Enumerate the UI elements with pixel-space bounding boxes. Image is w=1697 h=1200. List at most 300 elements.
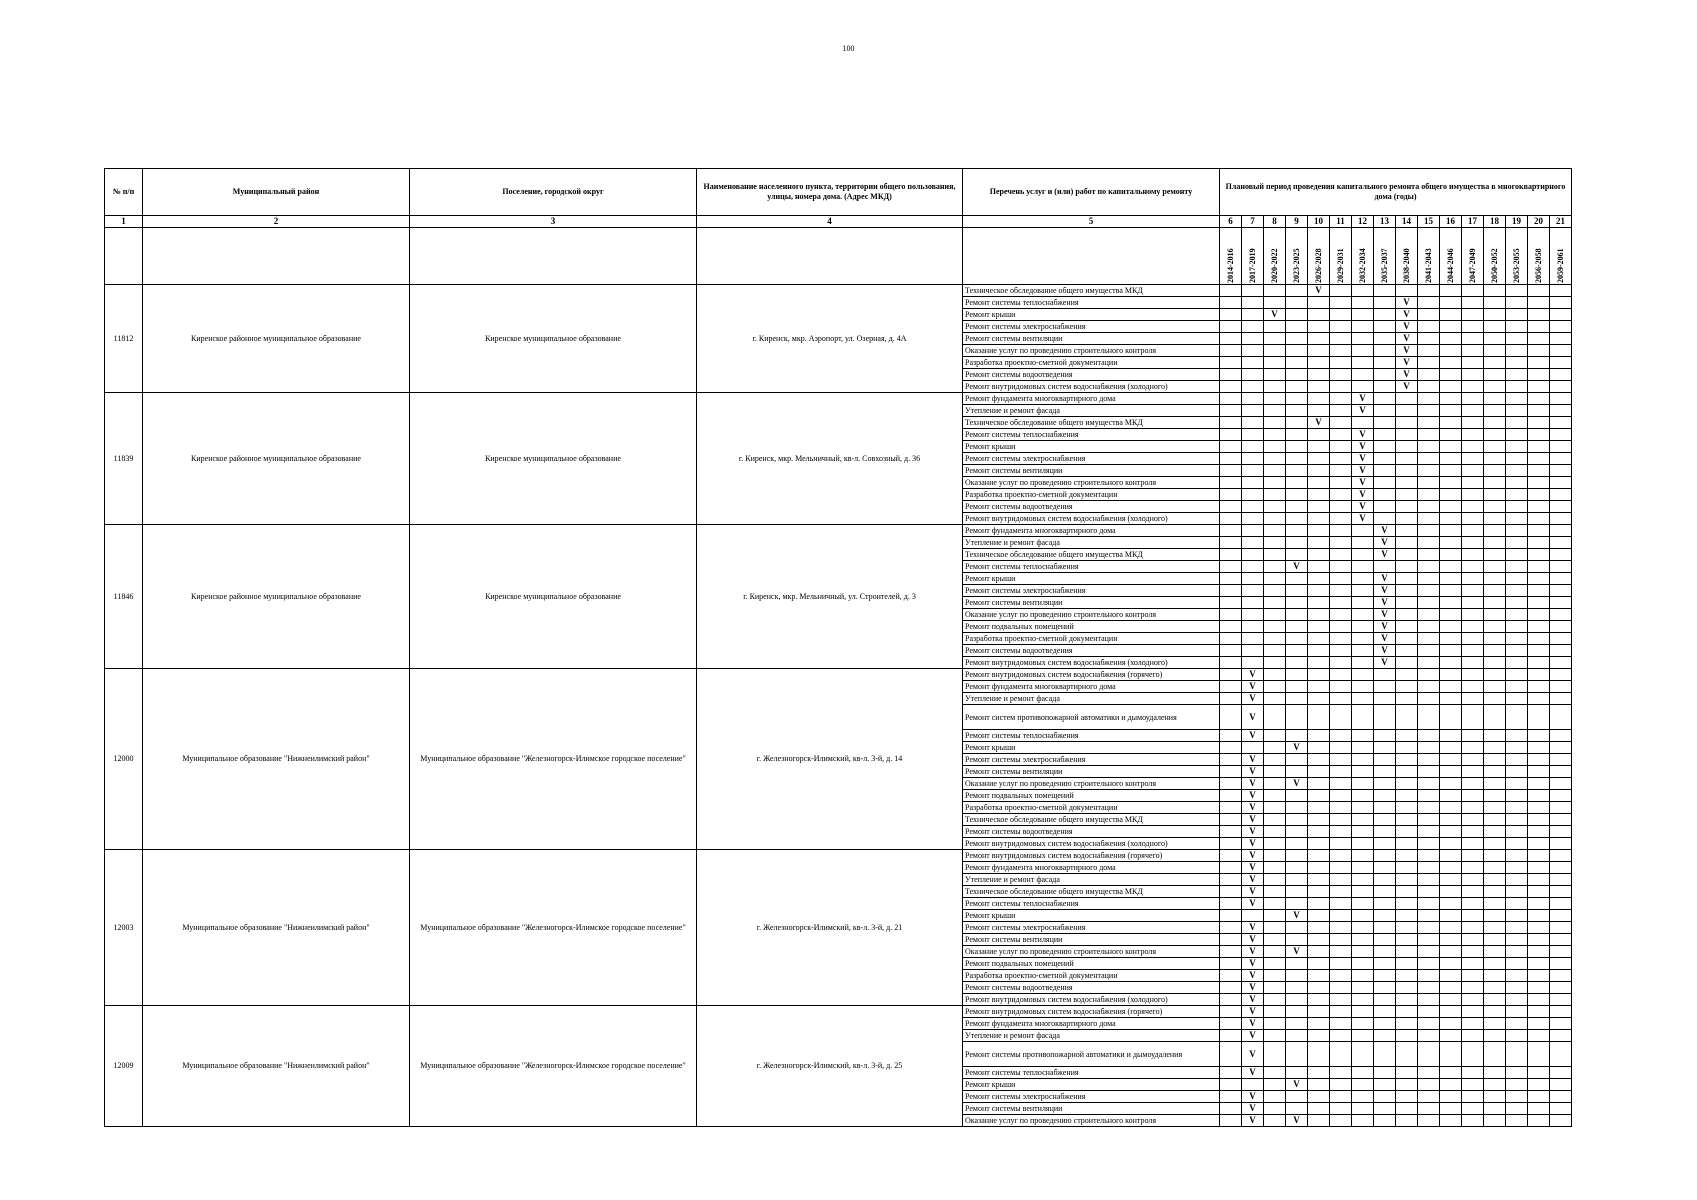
year-empty <box>1330 657 1352 669</box>
year-empty <box>1418 814 1440 826</box>
year-empty <box>1396 850 1418 862</box>
year-empty <box>1286 802 1308 814</box>
year-empty <box>1374 441 1396 453</box>
year-empty <box>1264 657 1286 669</box>
year-cell <box>1264 228 1286 285</box>
year-empty <box>1396 657 1418 669</box>
year-empty <box>1396 730 1418 742</box>
work-item: Разработка проектно-сметной документации <box>963 802 1220 814</box>
year-empty <box>1220 850 1242 862</box>
work-item: Оказание услуг по проведению строительного контроля <box>963 778 1220 790</box>
year-empty <box>1220 1042 1242 1067</box>
year-empty <box>1528 357 1550 369</box>
years-blank-1 <box>105 228 143 285</box>
year-empty <box>1506 609 1528 621</box>
year-empty <box>1308 1103 1330 1115</box>
year-empty <box>1286 705 1308 730</box>
year-empty <box>1440 369 1462 381</box>
year-cell <box>1220 228 1242 285</box>
year-empty <box>1374 489 1396 501</box>
year-empty <box>1264 826 1286 838</box>
year-empty <box>1506 1018 1528 1030</box>
year-empty <box>1418 958 1440 970</box>
year-empty <box>1286 790 1308 802</box>
year-empty <box>1396 585 1418 597</box>
year-empty <box>1286 477 1308 489</box>
year-empty <box>1440 393 1462 405</box>
year-empty <box>1418 910 1440 922</box>
year-empty <box>1242 477 1264 489</box>
year-empty <box>1506 946 1528 958</box>
year-empty <box>1462 1067 1484 1079</box>
year-empty <box>1330 862 1352 874</box>
year-empty <box>1330 898 1352 910</box>
year-empty <box>1484 525 1506 537</box>
year-empty <box>1242 910 1264 922</box>
year-empty <box>1440 910 1462 922</box>
work-item: Ремонт внутридомовых систем водоснабжения (холодного) <box>963 994 1220 1006</box>
year-empty <box>1220 441 1242 453</box>
year-empty <box>1374 465 1396 477</box>
year-empty <box>1418 778 1440 790</box>
year-empty <box>1440 561 1462 573</box>
year-empty <box>1418 982 1440 994</box>
year-empty <box>1462 802 1484 814</box>
year-empty <box>1264 1018 1286 1030</box>
year-empty <box>1286 453 1308 465</box>
year-empty <box>1330 633 1352 645</box>
year-empty <box>1528 489 1550 501</box>
year-empty <box>1352 297 1374 309</box>
year-empty <box>1506 309 1528 321</box>
year-empty <box>1418 561 1440 573</box>
year-empty <box>1396 1079 1418 1091</box>
year-empty <box>1264 946 1286 958</box>
years-blank-3 <box>410 228 697 285</box>
year-empty <box>1242 405 1264 417</box>
year-empty <box>1220 958 1242 970</box>
year-empty <box>1440 826 1462 838</box>
year-empty <box>1484 778 1506 790</box>
year-empty <box>1374 429 1396 441</box>
year-empty <box>1396 1006 1418 1018</box>
year-empty <box>1440 489 1462 501</box>
year-empty <box>1352 1079 1374 1091</box>
year-empty <box>1418 645 1440 657</box>
year-mark: V <box>1242 693 1264 705</box>
year-empty <box>1374 1042 1396 1067</box>
year-empty <box>1220 898 1242 910</box>
column-number-row <box>105 216 1572 228</box>
year-empty <box>1506 525 1528 537</box>
year-empty <box>1418 838 1440 850</box>
year-empty <box>1484 898 1506 910</box>
year-empty <box>1286 1006 1308 1018</box>
year-empty <box>1418 1079 1440 1091</box>
year-empty <box>1418 597 1440 609</box>
year-empty <box>1550 970 1572 982</box>
year-empty <box>1374 862 1396 874</box>
year-empty <box>1374 561 1396 573</box>
year-empty <box>1308 705 1330 730</box>
year-empty <box>1308 814 1330 826</box>
year-empty <box>1418 345 1440 357</box>
year-empty <box>1264 1079 1286 1091</box>
year-empty <box>1484 766 1506 778</box>
year-empty <box>1462 1042 1484 1067</box>
year-empty <box>1484 693 1506 705</box>
year-empty <box>1330 1103 1352 1115</box>
year-empty <box>1550 477 1572 489</box>
year-empty <box>1528 1018 1550 1030</box>
year-empty <box>1374 381 1396 393</box>
year-empty <box>1264 874 1286 886</box>
year-empty <box>1330 465 1352 477</box>
year-empty <box>1418 766 1440 778</box>
work-item: Разработка проектно-сметной документации <box>963 489 1220 501</box>
year-empty <box>1374 333 1396 345</box>
year-empty <box>1352 862 1374 874</box>
year-empty <box>1264 369 1286 381</box>
year-empty <box>1352 321 1374 333</box>
year-empty <box>1528 838 1550 850</box>
year-empty <box>1506 345 1528 357</box>
year-empty <box>1396 465 1418 477</box>
year-empty <box>1506 573 1528 585</box>
year-empty <box>1462 1103 1484 1115</box>
year-empty <box>1220 513 1242 525</box>
year-empty <box>1418 790 1440 802</box>
year-empty <box>1374 970 1396 982</box>
year-empty <box>1220 681 1242 693</box>
year-cell <box>1242 228 1264 285</box>
year-empty <box>1528 573 1550 585</box>
year-empty <box>1374 369 1396 381</box>
column-number: 16 <box>1440 216 1462 228</box>
year-empty <box>1462 705 1484 730</box>
year-empty <box>1440 333 1462 345</box>
year-empty <box>1286 922 1308 934</box>
year-empty <box>1264 982 1286 994</box>
year-empty <box>1418 994 1440 1006</box>
column-number: 15 <box>1418 216 1440 228</box>
year-empty <box>1484 730 1506 742</box>
year-empty <box>1330 946 1352 958</box>
year-empty <box>1220 621 1242 633</box>
year-empty <box>1330 405 1352 417</box>
header-num: № п/п <box>105 169 143 216</box>
year-empty <box>1484 790 1506 802</box>
year-empty <box>1242 393 1264 405</box>
year-empty <box>1220 417 1242 429</box>
year-empty <box>1528 742 1550 754</box>
work-item: Разработка проектно-сметной документации <box>963 357 1220 369</box>
year-label: 2050-2052 <box>1489 248 1499 283</box>
year-empty <box>1506 633 1528 645</box>
year-empty <box>1484 970 1506 982</box>
year-empty <box>1528 970 1550 982</box>
year-empty <box>1330 790 1352 802</box>
column-number: 4 <box>697 216 963 228</box>
year-empty <box>1374 910 1396 922</box>
year-empty <box>1418 489 1440 501</box>
year-empty <box>1550 309 1572 321</box>
year-empty <box>1396 958 1418 970</box>
year-empty <box>1418 441 1440 453</box>
year-empty <box>1286 754 1308 766</box>
year-empty <box>1506 730 1528 742</box>
year-empty <box>1286 525 1308 537</box>
year-empty <box>1264 681 1286 693</box>
year-empty <box>1220 297 1242 309</box>
year-empty <box>1264 778 1286 790</box>
year-empty <box>1550 946 1572 958</box>
year-empty <box>1330 778 1352 790</box>
year-empty <box>1242 285 1264 297</box>
year-empty <box>1484 333 1506 345</box>
year-empty <box>1550 790 1572 802</box>
year-empty <box>1330 381 1352 393</box>
year-empty <box>1220 405 1242 417</box>
year-empty <box>1286 934 1308 946</box>
year-empty <box>1374 946 1396 958</box>
year-empty <box>1506 705 1528 730</box>
year-empty <box>1396 633 1418 645</box>
year-empty <box>1550 285 1572 297</box>
year-mark: V <box>1242 669 1264 681</box>
year-empty <box>1506 681 1528 693</box>
year-empty <box>1462 549 1484 561</box>
year-empty <box>1374 1103 1396 1115</box>
work-item: Ремонт системы водоотведения <box>963 369 1220 381</box>
year-empty <box>1374 345 1396 357</box>
year-empty <box>1484 922 1506 934</box>
year-empty <box>1264 790 1286 802</box>
building-address: г. Железногорск-Илимский, кв-л. 3-й, д. 25 <box>697 1006 963 1127</box>
year-mark: V <box>1242 1115 1264 1127</box>
year-empty <box>1440 609 1462 621</box>
year-empty <box>1308 477 1330 489</box>
year-empty <box>1550 814 1572 826</box>
year-empty <box>1528 693 1550 705</box>
year-empty <box>1330 982 1352 994</box>
year-empty <box>1352 982 1374 994</box>
year-empty <box>1308 1006 1330 1018</box>
year-empty <box>1264 1091 1286 1103</box>
year-empty <box>1286 549 1308 561</box>
year-empty <box>1462 826 1484 838</box>
year-empty <box>1330 549 1352 561</box>
year-empty <box>1440 1006 1462 1018</box>
year-label: 2023-2025 <box>1291 248 1301 283</box>
year-empty <box>1220 357 1242 369</box>
year-empty <box>1396 1067 1418 1079</box>
year-empty <box>1418 742 1440 754</box>
year-empty <box>1264 693 1286 705</box>
year-empty <box>1528 886 1550 898</box>
year-empty <box>1528 609 1550 621</box>
year-cell <box>1374 228 1396 285</box>
year-empty <box>1462 982 1484 994</box>
year-empty <box>1264 838 1286 850</box>
year-mark: V <box>1374 597 1396 609</box>
settlement: Киренское муниципальное образование <box>410 285 697 393</box>
year-label: 2026-2028 <box>1313 248 1323 283</box>
column-number: 19 <box>1506 216 1528 228</box>
year-empty <box>1352 309 1374 321</box>
year-empty <box>1330 705 1352 730</box>
year-empty <box>1440 621 1462 633</box>
year-empty <box>1352 537 1374 549</box>
year-empty <box>1528 754 1550 766</box>
year-empty <box>1308 345 1330 357</box>
year-empty <box>1242 573 1264 585</box>
municipal-district: Киренское районное муниципальное образование <box>143 525 410 669</box>
year-empty <box>1330 1042 1352 1067</box>
year-empty <box>1308 645 1330 657</box>
year-empty <box>1528 501 1550 513</box>
year-empty <box>1440 1079 1462 1091</box>
year-empty <box>1352 742 1374 754</box>
year-cell <box>1462 228 1484 285</box>
year-empty <box>1506 429 1528 441</box>
year-mark: V <box>1286 742 1308 754</box>
work-item: Ремонт внутридомовых систем водоснабжения (холодного) <box>963 381 1220 393</box>
year-empty <box>1506 874 1528 886</box>
year-empty <box>1286 489 1308 501</box>
year-empty <box>1528 1030 1550 1042</box>
year-empty <box>1484 501 1506 513</box>
year-empty <box>1264 489 1286 501</box>
year-empty <box>1506 465 1528 477</box>
year-empty <box>1308 429 1330 441</box>
year-mark: V <box>1286 561 1308 573</box>
work-item: Ремонт крыши <box>963 742 1220 754</box>
year-empty <box>1462 585 1484 597</box>
year-empty <box>1264 1103 1286 1115</box>
work-item: Разработка проектно-сметной документации <box>963 633 1220 645</box>
year-empty <box>1286 393 1308 405</box>
year-empty <box>1286 405 1308 417</box>
year-empty <box>1308 309 1330 321</box>
year-empty <box>1528 946 1550 958</box>
year-empty <box>1242 1079 1264 1091</box>
year-empty <box>1330 934 1352 946</box>
work-item: Оказание услуг по проведению строительного контроля <box>963 946 1220 958</box>
year-empty <box>1374 754 1396 766</box>
year-empty <box>1352 886 1374 898</box>
year-empty <box>1286 693 1308 705</box>
municipal-district: Муниципальное образование "Нижнеилимский район" <box>143 669 410 850</box>
year-empty <box>1484 297 1506 309</box>
year-empty <box>1550 633 1572 645</box>
work-item: Утепление и ремонт фасада <box>963 405 1220 417</box>
year-empty <box>1528 1042 1550 1067</box>
column-number: 7 <box>1242 216 1264 228</box>
year-empty <box>1418 1103 1440 1115</box>
year-empty <box>1220 910 1242 922</box>
year-empty <box>1484 1115 1506 1127</box>
year-empty <box>1330 910 1352 922</box>
year-empty <box>1528 297 1550 309</box>
year-empty <box>1550 1030 1572 1042</box>
year-empty <box>1352 1006 1374 1018</box>
year-empty <box>1352 874 1374 886</box>
year-empty <box>1330 970 1352 982</box>
year-empty <box>1264 381 1286 393</box>
year-empty <box>1308 910 1330 922</box>
year-empty <box>1286 657 1308 669</box>
year-empty <box>1286 369 1308 381</box>
year-empty <box>1264 742 1286 754</box>
year-label: 2017-2019 <box>1247 248 1257 283</box>
year-empty <box>1550 1067 1572 1079</box>
year-empty <box>1506 513 1528 525</box>
work-item: Ремонт крыши <box>963 573 1220 585</box>
year-empty <box>1484 1030 1506 1042</box>
year-empty <box>1352 922 1374 934</box>
year-empty <box>1286 958 1308 970</box>
year-empty <box>1462 369 1484 381</box>
year-empty <box>1242 321 1264 333</box>
year-empty <box>1440 898 1462 910</box>
year-empty <box>1396 621 1418 633</box>
year-empty <box>1330 597 1352 609</box>
year-empty <box>1462 309 1484 321</box>
year-empty <box>1418 381 1440 393</box>
year-empty <box>1330 1018 1352 1030</box>
year-empty <box>1308 838 1330 850</box>
year-mark: V <box>1374 645 1396 657</box>
work-item: Ремонт системы водоотведения <box>963 501 1220 513</box>
year-empty <box>1242 345 1264 357</box>
year-mark: V <box>1352 453 1374 465</box>
year-empty <box>1550 561 1572 573</box>
year-empty <box>1330 814 1352 826</box>
header-period: Плановый период проведения капитального ремонта общего имущества в многоквартирного дома (годы) <box>1220 169 1572 216</box>
year-empty <box>1440 970 1462 982</box>
year-empty <box>1396 874 1418 886</box>
year-empty <box>1528 814 1550 826</box>
year-empty <box>1418 705 1440 730</box>
year-empty <box>1286 297 1308 309</box>
year-empty <box>1506 1079 1528 1091</box>
year-empty <box>1462 537 1484 549</box>
year-empty <box>1352 657 1374 669</box>
year-empty <box>1484 1103 1506 1115</box>
year-empty <box>1352 417 1374 429</box>
year-empty <box>1396 549 1418 561</box>
year-empty <box>1242 429 1264 441</box>
year-empty <box>1352 585 1374 597</box>
table-row <box>105 1006 1572 1018</box>
column-number: 1 <box>105 216 143 228</box>
year-empty <box>1528 898 1550 910</box>
year-empty <box>1484 862 1506 874</box>
year-empty <box>1506 802 1528 814</box>
year-mark: V <box>1242 766 1264 778</box>
year-empty <box>1550 333 1572 345</box>
year-empty <box>1418 850 1440 862</box>
year-empty <box>1220 1006 1242 1018</box>
year-empty <box>1462 946 1484 958</box>
year-empty <box>1396 970 1418 982</box>
year-empty <box>1242 441 1264 453</box>
year-empty <box>1528 549 1550 561</box>
year-empty <box>1462 429 1484 441</box>
work-item: Ремонт подвальных помещений <box>963 790 1220 802</box>
year-empty <box>1330 393 1352 405</box>
